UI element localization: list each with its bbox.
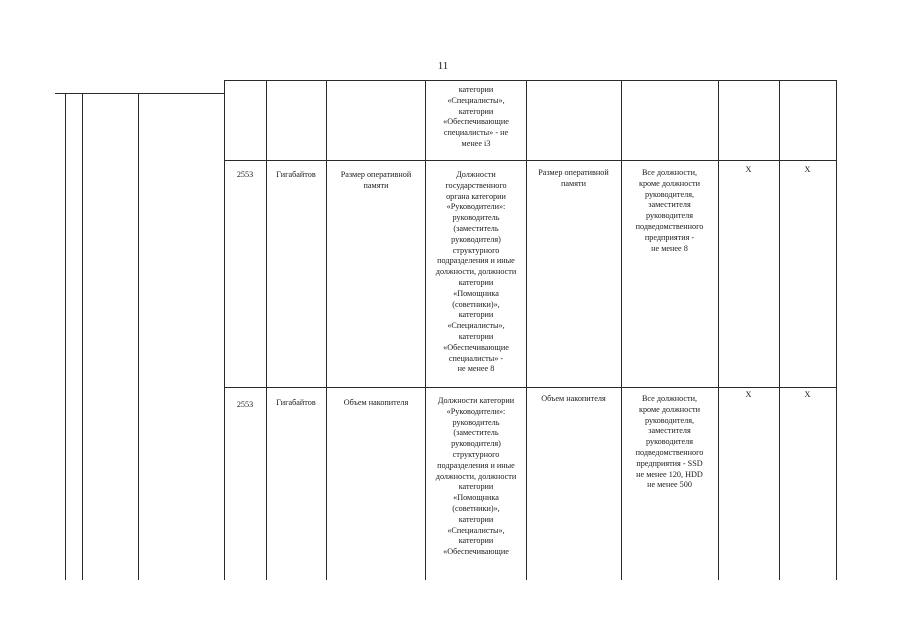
column-border bbox=[326, 80, 327, 580]
table-cell-name: Объем накопителя bbox=[343, 398, 409, 407]
table-cell-requirement: Должности категории «Руководители»: руководитель (заместитель руководителя) структурного подразделения и иные должности, должности категории «Помощника (советники)», категории «Специалисты», категории «Обеспечивающие bbox=[435, 396, 517, 557]
column-border bbox=[224, 80, 225, 580]
table-cell-unit: Гигабайтов bbox=[276, 398, 316, 407]
column-border bbox=[718, 80, 719, 580]
column-border bbox=[621, 80, 622, 580]
table-cell-requirement: Должности государственного органа категории «Руководители»: руководитель (заместитель руководителя) структурного подразделения и иные должности, должности категории «Помощника (советники)», категории «Специалисты», категории «Обеспечивающие специалисты» - не менее 8 bbox=[435, 170, 517, 374]
table-cell-name: Размер оперативной памяти bbox=[340, 170, 412, 190]
table-cell-mark: X bbox=[745, 165, 752, 174]
table-cell-mark: X bbox=[804, 165, 811, 174]
column-border bbox=[82, 93, 83, 580]
table-cell-requirement: категории «Специалисты», категории «Обеспечивающие специалисты» - не менее i3 bbox=[443, 85, 509, 148]
column-border bbox=[526, 80, 527, 580]
table-cell-mark: X bbox=[745, 390, 752, 399]
table-cell-name-2: Объем накопителя bbox=[541, 394, 606, 403]
column-border bbox=[836, 80, 837, 580]
table-cell-requirement-2: Все должности, кроме должности руководителя, заместителя руководителя подведомственного предприятия - SSD не менее 120, HDD не менее 500 bbox=[635, 394, 704, 490]
column-border bbox=[138, 93, 139, 580]
row-border bbox=[55, 93, 225, 94]
row-border bbox=[224, 160, 837, 161]
column-border bbox=[65, 93, 66, 580]
column-border bbox=[266, 80, 267, 580]
column-border bbox=[425, 80, 426, 580]
table-cell-mark: X bbox=[804, 390, 811, 399]
table-cell-requirement-2: Все должности, кроме должности руководителя, заместителя руководителя подведомственного предприятия - не менее 8 bbox=[635, 168, 704, 253]
table-cell-name-2: Размер оперативной памяти bbox=[538, 168, 609, 188]
table-cell-unit: Гигабайтов bbox=[276, 170, 316, 179]
row-border bbox=[224, 387, 837, 388]
table-cell-code: 2553 bbox=[236, 400, 254, 409]
table-cell-code: 2553 bbox=[236, 170, 254, 179]
column-border bbox=[779, 80, 780, 580]
row-border bbox=[224, 80, 837, 81]
page-number: 11 bbox=[437, 60, 449, 72]
